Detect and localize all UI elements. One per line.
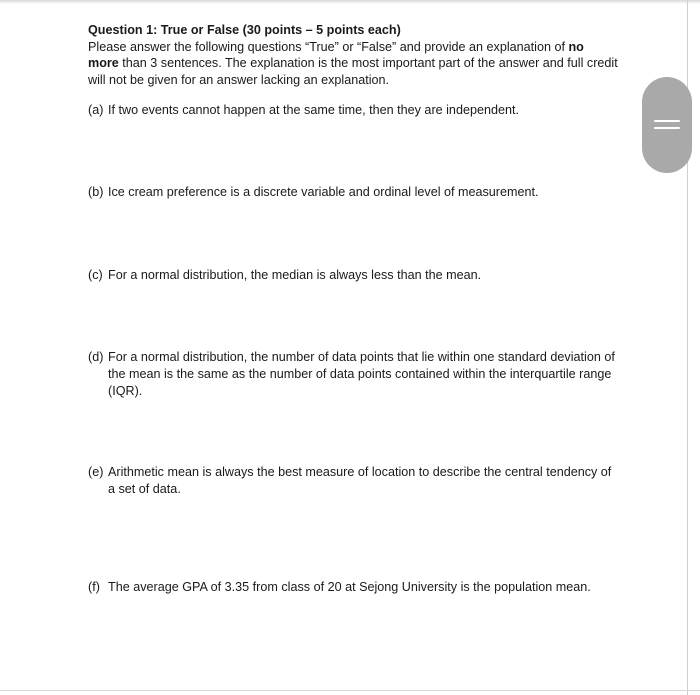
- question-label: (a): [88, 103, 104, 117]
- instructions-part-1: Please answer the following questions “True” or “False” and provide an explanation of: [88, 39, 569, 54]
- question-c: [88, 267, 618, 284]
- question-label: (e): [88, 465, 104, 479]
- question-b: [88, 184, 618, 201]
- top-edge: [0, 0, 700, 4]
- question-title: Question 1: True or False (30 points – 5 points each): [88, 23, 401, 37]
- instructions-bold: no more: [88, 39, 584, 70]
- instructions-part-2: than 3 sentences. The explanation is the most important part of the answer and full credit will not be given for an answer lacking an explanation.: [88, 56, 618, 87]
- question-header: [88, 22, 618, 88]
- question-text: Arithmetic mean is always the best measure of location to describe the central tendency of a set of data.: [108, 465, 612, 496]
- question-d: [88, 349, 618, 400]
- question-e: [88, 464, 618, 498]
- question-text: Ice cream preference is a discrete variable and ordinal level of measurement.: [108, 185, 539, 199]
- question-label: (b): [88, 185, 104, 199]
- instructions: [88, 39, 618, 89]
- question-a: [88, 102, 618, 119]
- drag-handle-icon: [654, 118, 680, 132]
- question-label: (c): [88, 268, 103, 282]
- question-label: (d): [88, 350, 104, 364]
- question-text: If two events cannot happen at the same time, then they are independent.: [108, 103, 519, 117]
- question-text: The average GPA of 3.35 from class of 20 at Sejong University is the population mean.: [108, 580, 591, 594]
- question-text: For a normal distribution, the median is always less than the mean.: [108, 268, 482, 282]
- question-f: [88, 579, 618, 596]
- page-border-bottom: [0, 690, 700, 691]
- scroll-handle[interactable]: [642, 77, 692, 173]
- question-text: For a normal distribution, the number of data points that lie within one standard deviation of the mean is the same as the number of data points contained within the interquartile range (IQR).: [108, 350, 615, 398]
- question-label: (f): [88, 580, 100, 594]
